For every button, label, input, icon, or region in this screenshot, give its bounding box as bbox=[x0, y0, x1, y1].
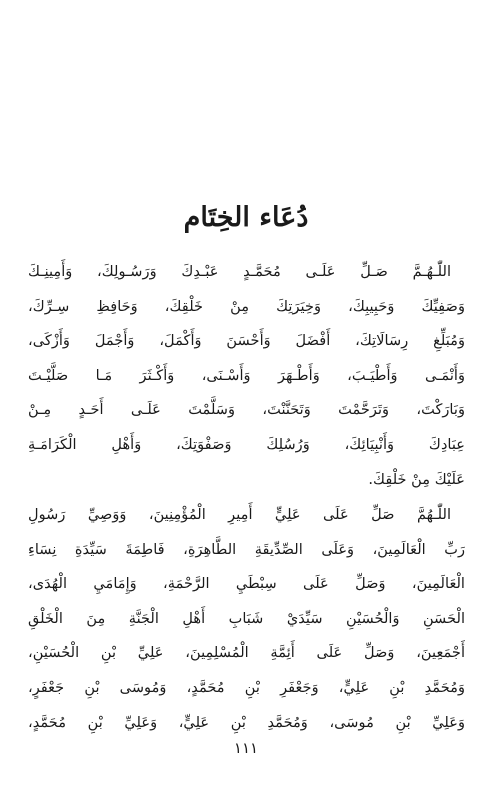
page-title: دُعَاء الخِتَام bbox=[183, 202, 309, 233]
text-line: أَجْمَعِينَ، وَصَلِّ عَلَى أَئِمَّةِ الْمُسْلِمِينَ، عَلِيِّ بْنِ الْحُسَيْنِ، bbox=[28, 644, 465, 662]
paragraph-1 bbox=[28, 255, 465, 497]
paragraph-2 bbox=[28, 498, 465, 740]
text-line: وَصَفِيِّكَ وَحَبِيبِكَ، وَخِيَرَتِكَ مِنْ خَلْقِكَ، وَحَافِظِ سِـرِّكَ، bbox=[28, 297, 465, 315]
text-line: وَمُحَمَّدِ بْنِ عَلِيٍّ، وَجَعْفَرِ بْنِ مُحَمَّدٍ، وَمُوسَى بْنِ جَعْفَرٍ، bbox=[28, 678, 465, 696]
text-line: الْعَالَمِينَ، وَصَلِّ عَلَى سِبْطَيِ الرَّحْمَةِ، وَإِمَامَيِ الْهُدَى، bbox=[28, 575, 465, 593]
text-line: وَبَارَكْتَ، وَتَرَحَّمْتَ وَتَحَنَّنْتَ، وَسَلَّمْتَ عَلَـى أَحَـدٍ مِـنْ bbox=[28, 401, 465, 419]
text-line: عِبَادِكَ وَأَنْبِيَائِكَ، وَرُسُلِكَ وَصَفْوَتِكَ، وَأَهْلِ الْكَرَامَـةِ bbox=[28, 435, 465, 453]
text-line: عَلَيْكَ مِنْ خَلْقِكَ. bbox=[368, 470, 465, 488]
text-line: رَبِّ الْعَالَمِينَ، وَعَلَى الصِّدِّيقَةِ الطَّاهِرَةِ، فَاطِمَةَ سَيِّدَةِ نِسَاءِ bbox=[28, 540, 465, 558]
text-line: وَمُبَلِّغِ رِسَالَاتِكَ، أَفْضَلَ وَأَحْسَنَ وَأَكْمَلَ، وَأَجْمَلَ وَأَزْكَى، bbox=[28, 332, 465, 350]
text-line: وَعَلِيِّ بْنِ مُوسَى، وَمُحَمَّدِ بْنِ عَلِيٍّ، وَعَلِيِّ بْنِ مُحَمَّدٍ، bbox=[28, 713, 465, 731]
text-line: اللّٰـهُمَّ صَلِّ عَلَى عَلِيٍّ أَمِيرِ الْمُؤْمِنِينَ، وَوَصِيِّ رَسُولِ bbox=[28, 506, 451, 523]
text-line: الْحَسَنِ وَالْحُسَيْنِ سَيِّدَيْ شَبَابِ أَهْلِ الْجَنَّةِ مِنَ الْخَلْقِ bbox=[28, 609, 465, 627]
text-line: اللّٰـهُـمَّ صَـلِّ عَلَـى مُحَمَّـدٍ عَبْـدِكَ وَرَسُـولِكَ، وَأَمِينِـكَ bbox=[28, 263, 451, 280]
page-number: ١١١ bbox=[233, 739, 259, 757]
text-line: وَأَنْمَـى وَأَطْيَـبَ، وَأَطْـهَرَ وَأَسْـنَى، وَأَكْـثَرَ مَـا صَلَّيْـتَ bbox=[28, 366, 465, 384]
